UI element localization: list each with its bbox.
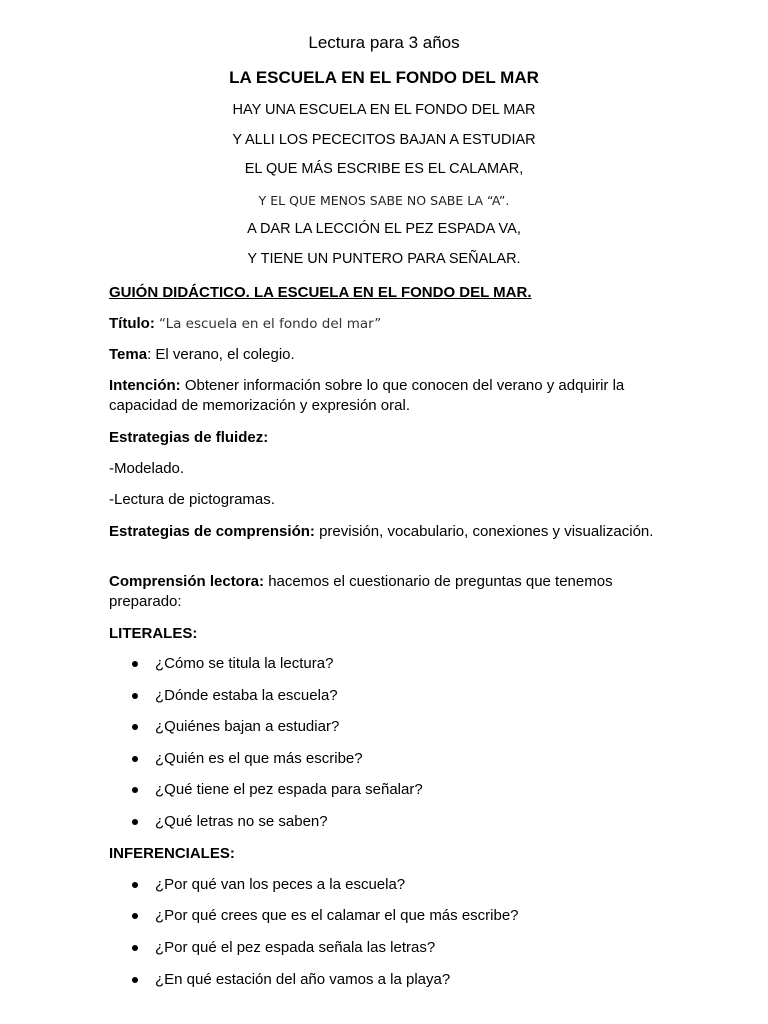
- question-text: ¿Quiénes bajan a estudiar?: [155, 718, 340, 735]
- bullet-icon: [132, 787, 138, 793]
- bullet-icon: [132, 882, 138, 888]
- question-text: ¿Por qué van los peces a la escuela?: [155, 876, 406, 893]
- question-text: ¿En qué estación del año vamos a la playa?: [155, 971, 451, 988]
- question-text: ¿Dónde estaba la escuela?: [155, 687, 338, 704]
- comprension-row: [109, 522, 669, 542]
- comprension-value: previsión, vocabulario, conexiones y visualización.: [314, 523, 654, 540]
- tema-row: [109, 345, 669, 365]
- intencion-value: Obtener información sobre lo que conocen del verano y adquirir la capacidad de memorización y expresión oral.: [109, 377, 625, 414]
- bullet-icon: [132, 819, 138, 825]
- bullet-icon: [132, 724, 138, 730]
- poem-title: LA ESCUELA EN EL FONDO DEL MAR: [229, 68, 539, 87]
- tema-label: Tema: [109, 346, 148, 363]
- poem-line-4: Y EL QUE MENOS SABE NO SABE LA “A”.: [258, 193, 510, 208]
- fluidez-item-2: -Lectura de pictogramas.: [109, 491, 275, 508]
- poem-line-5: A DAR LA LECCIÓN EL PEZ ESPADA VA,: [247, 221, 521, 237]
- bullet-icon: [132, 693, 138, 699]
- bullet-icon: [132, 661, 138, 667]
- literales-heading: LITERALES:: [109, 625, 198, 642]
- poem-line-3: EL QUE MÁS ESCRIBE ES EL CALAMAR,: [244, 161, 524, 177]
- poem-line-1: HAY UNA ESCUELA EN EL FONDO DEL MAR: [232, 102, 536, 118]
- bullet-icon: [132, 977, 138, 983]
- poem-line-6: Y TIENE UN PUNTERO PARA SEÑALAR.: [247, 251, 521, 267]
- guide-heading: GUIÓN DIDÁCTICO. LA ESCUELA EN EL FONDO DEL MAR.: [109, 284, 532, 301]
- bullet-icon: [132, 913, 138, 919]
- question-text: ¿Quién es el que más escribe?: [155, 750, 363, 767]
- question-text: ¿Cómo se titula la lectura?: [155, 655, 334, 672]
- inferenciales-heading: INFERENCIALES:: [109, 845, 235, 862]
- question-text: ¿Por qué el pez espada señala las letras?: [155, 939, 436, 956]
- fluidez-label: Estrategias de fluidez:: [109, 429, 269, 446]
- question-text: ¿Por qué crees que es el calamar el que más escribe?: [155, 907, 519, 924]
- lectora-value: hacemos el cuestionario de preguntas que tenemos preparado:: [109, 573, 613, 610]
- question-text: ¿Qué letras no se saben?: [155, 813, 328, 830]
- intencion-row: [109, 376, 669, 416]
- lectora-row: [109, 572, 669, 612]
- tema-value: : El verano, el colegio.: [147, 346, 295, 363]
- fluidez-item-1: -Modelado.: [109, 460, 185, 477]
- document-title: Lectura para 3 años: [308, 33, 460, 52]
- lectora-label: Comprensión lectora:: [109, 573, 265, 590]
- bullet-icon: [132, 945, 138, 951]
- intencion-label: Intención:: [109, 377, 181, 394]
- poem-line-2: Y ALLI LOS PECECITOS BAJAN A ESTUDIAR: [232, 132, 536, 148]
- comprension-label: Estrategias de comprensión:: [109, 523, 315, 540]
- titulo-row: [109, 314, 669, 334]
- bullet-icon: [132, 756, 138, 762]
- titulo-label: Título:: [109, 315, 155, 332]
- question-text: ¿Qué tiene el pez espada para señalar?: [155, 781, 423, 798]
- titulo-value: “La escuela en el fondo del mar”: [159, 316, 382, 332]
